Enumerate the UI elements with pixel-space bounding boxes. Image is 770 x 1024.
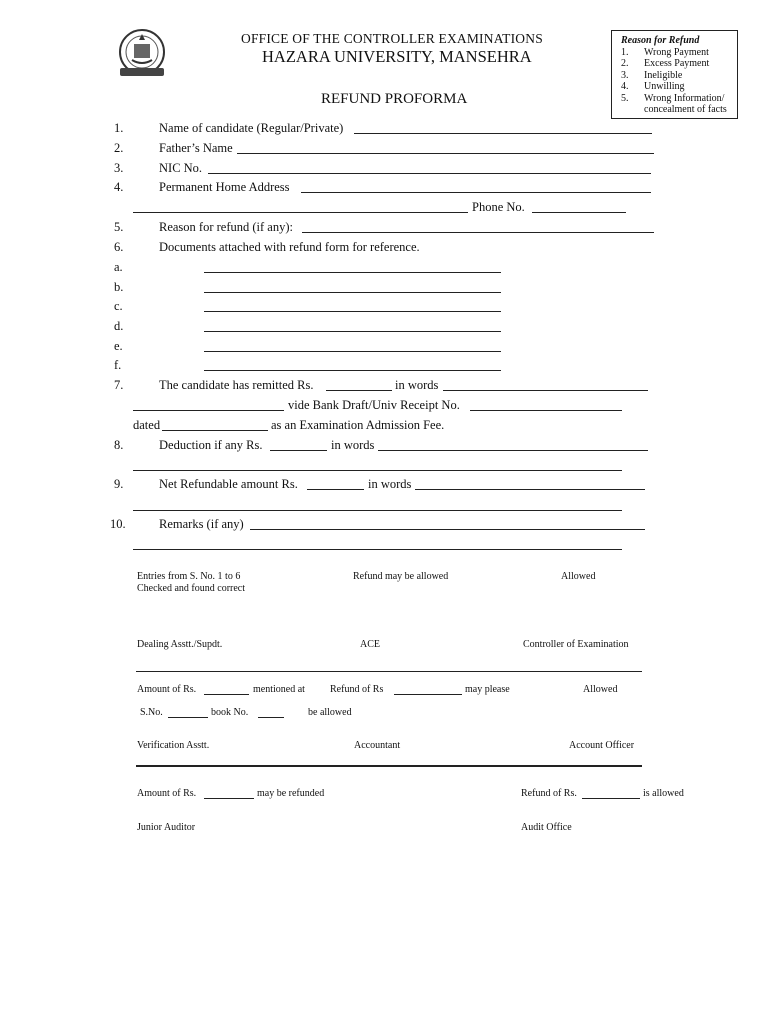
remarks-line[interactable] (250, 529, 645, 530)
remitted-words-line[interactable] (443, 390, 648, 391)
entries-checked-text: Checked and found correct (137, 583, 246, 594)
reason-text: Excess Payment (644, 58, 710, 69)
allowed-text: Allowed (583, 684, 618, 695)
receipt-label: vide Bank Draft/Univ Receipt No. (288, 398, 460, 412)
be-allowed-text: be allowed (308, 707, 352, 718)
reasons-for-refund-box (611, 30, 738, 119)
receipt-number-line[interactable] (470, 410, 622, 411)
net-amount-line[interactable] (307, 489, 364, 490)
document-letter: e. (114, 339, 123, 353)
reason-number: 2. (621, 58, 629, 69)
field-number: 8. (114, 438, 124, 452)
university-name: HAZARA UNIVERSITY, MANSEHRA (262, 47, 532, 66)
field-number: 1. (114, 121, 124, 135)
deduction-label: Deduction if any Rs. (159, 438, 263, 452)
document-line[interactable] (204, 370, 501, 371)
net-refundable-label: Net Refundable amount Rs. (159, 477, 298, 491)
net-words-line[interactable] (415, 489, 645, 490)
university-seal-icon (114, 26, 170, 82)
nic-label: NIC No. (159, 161, 203, 175)
document-letter: f. (114, 358, 122, 372)
field-number: 10. (110, 517, 126, 531)
dated-line[interactable] (162, 430, 268, 431)
amount-refunded-label: Amount of Rs. (137, 788, 197, 799)
remitted-words-line-2[interactable] (133, 410, 284, 411)
remitted-in-words-label: in words (395, 378, 439, 392)
field-number: 2. (114, 141, 124, 155)
phone-line[interactable] (532, 212, 626, 213)
document-line[interactable] (204, 351, 501, 352)
allowed-text: Allowed (561, 571, 596, 582)
document-letter: a. (114, 260, 123, 274)
book-no-label: book No. (211, 707, 249, 718)
is-allowed-text: is allowed (643, 788, 684, 799)
address-label: Permanent Home Address (159, 180, 290, 194)
document-line[interactable] (204, 272, 501, 273)
field-number: 7. (114, 378, 124, 392)
refund-of-rs-label: Refund of Rs (330, 684, 384, 695)
remitted-label: The candidate has remitted Rs. (159, 378, 314, 392)
controller-signature-label: Controller of Examination (523, 639, 629, 650)
admission-fee-label: as an Examination Admission Fee. (271, 418, 445, 432)
address-line-1[interactable] (301, 192, 651, 193)
deduction-in-words-label: in words (331, 438, 375, 452)
father-name-label: Father’s Name (159, 141, 233, 155)
account-officer-signature-label: Account Officer (569, 740, 635, 751)
refund-of-rs-2-line[interactable] (582, 798, 640, 799)
reason-text: Unwilling (644, 81, 685, 92)
document-line[interactable] (204, 311, 501, 312)
reason-number: 1. (621, 47, 629, 58)
verification-asst-signature-label: Verification Asstt. (137, 740, 210, 751)
section-divider (136, 765, 642, 767)
amount-mentioned-line[interactable] (204, 694, 249, 695)
reason-text: Wrong Information/ (644, 93, 725, 104)
amount-mentioned-label: Amount of Rs. (137, 684, 197, 695)
entries-checked-text: Entries from S. No. 1 to 6 (137, 571, 241, 582)
remarks-label: Remarks (if any) (159, 517, 244, 531)
document-line[interactable] (204, 331, 501, 332)
refund-may-be-allowed-text: Refund may be allowed (353, 571, 449, 582)
audit-office-signature-label: Audit Office (521, 822, 572, 833)
field-number: 9. (114, 477, 124, 491)
amount-refunded-line[interactable] (204, 798, 254, 799)
nic-line[interactable] (208, 173, 651, 174)
dealing-asst-signature-label: Dealing Asstt./Supdt. (137, 639, 223, 650)
remarks-line-2[interactable] (133, 549, 622, 550)
dated-label: dated (133, 418, 161, 432)
reasons-title: Reason for Refund (621, 35, 700, 46)
reason-line[interactable] (302, 232, 654, 233)
candidate-name-label: Name of candidate (Regular/Private) (159, 121, 344, 135)
document-letter: b. (114, 280, 124, 294)
junior-auditor-signature-label: Junior Auditor (137, 822, 196, 833)
accountant-signature-label: Accountant (354, 740, 401, 751)
deduction-amount-line[interactable] (270, 450, 327, 451)
reason-text-continued: concealment of facts (644, 104, 727, 115)
candidate-name-line[interactable] (354, 133, 652, 134)
reason-text: Wrong Payment (644, 47, 709, 58)
reason-label: Reason for refund (if any): (159, 220, 293, 234)
document-letter: c. (114, 299, 123, 313)
reason-number: 3. (621, 70, 629, 81)
office-heading: OFFICE OF THE CONTROLLER EXAMINATIONS (241, 31, 543, 46)
document-line[interactable] (204, 292, 501, 293)
address-line-2[interactable] (133, 212, 468, 213)
reason-number: 5. (621, 93, 629, 104)
deduction-words-line-2[interactable] (133, 470, 622, 471)
net-words-line-2[interactable] (133, 510, 622, 511)
reason-text: Ineligible (644, 70, 683, 81)
section-divider (136, 671, 642, 672)
refund-of-rs-2-label: Refund of Rs. (521, 788, 577, 799)
net-in-words-label: in words (368, 477, 412, 491)
ace-signature-label: ACE (360, 639, 380, 650)
document-letter: d. (114, 319, 124, 333)
mentioned-at-text: mentioned at (253, 684, 305, 695)
field-number: 4. (114, 180, 124, 194)
deduction-words-line[interactable] (378, 450, 648, 451)
sno-line[interactable] (168, 717, 208, 718)
may-be-refunded-text: may be refunded (257, 788, 325, 799)
sno-label: S.No. (140, 707, 163, 718)
father-name-line[interactable] (237, 153, 654, 154)
may-please-text: may please (465, 684, 510, 695)
refund-of-rs-line[interactable] (394, 694, 462, 695)
field-number: 6. (114, 240, 124, 254)
documents-label: Documents attached with refund form for reference. (159, 240, 420, 254)
form-title: REFUND PROFORMA (321, 91, 468, 107)
phone-label: Phone No. (472, 200, 525, 214)
remitted-amount-line[interactable] (326, 390, 392, 391)
field-number: 5. (114, 220, 124, 234)
field-number: 3. (114, 161, 124, 175)
book-no-line[interactable] (258, 717, 284, 718)
reason-number: 4. (621, 81, 629, 92)
